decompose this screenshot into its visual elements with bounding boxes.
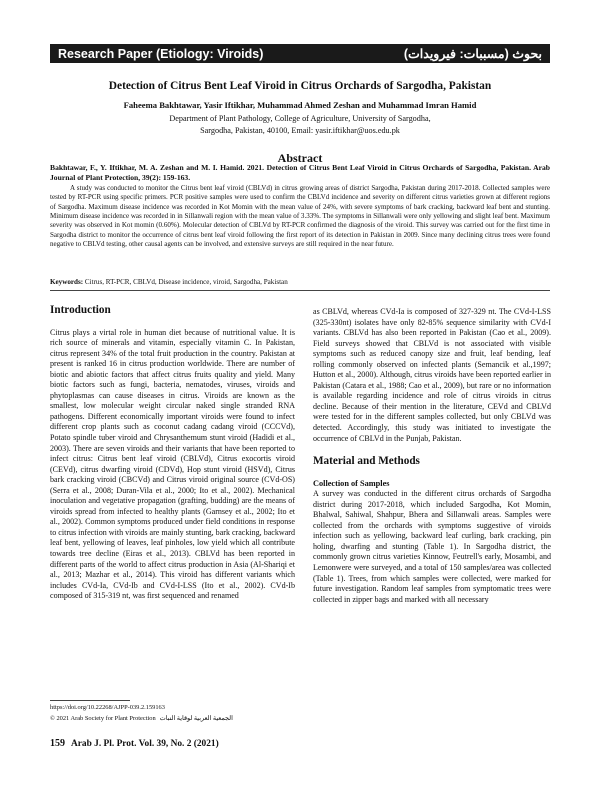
keywords-list: Citrus, RT-PCR, CBLVd, Disease incidence, viroid, Sargodha, Pakistan [84,278,288,286]
left-column [50,305,295,602]
doi-link[interactable]: https://doi.org/10.22268/AJPP-039.2.159163 [50,704,165,711]
abstract-divider [50,290,550,291]
copyright-text-arabic: الجمعية العربية لوقاية النبات [159,715,233,722]
methods-heading: Material and Methods [313,455,420,468]
introduction-heading: Introduction [50,304,111,316]
abstract-heading: Abstract [277,151,323,165]
page-footer [50,738,219,749]
section-banner [50,44,550,63]
keywords-label: Keywords: [50,278,84,286]
affiliation-line-1: Department of Plant Pathology, College of Agriculture, University of Sargodha, [169,114,431,123]
page-number: 159 [50,738,65,749]
copyright-notice [50,714,233,722]
affiliation-line-2: Sargodha, Pakistan, 40100, Email: yasir.iftikhar@uos.edu.pk [200,125,400,135]
affiliation [50,113,550,136]
journal-reference: Arab J. Pl. Prot. Vol. 39, No. 2 (2021) [71,739,219,749]
banner-section-label-arabic: بحوث (مسببات: فيرويدات) [403,47,542,61]
introduction-paragraph-1: Citrus plays a virtal role in human diet because of nutritional value. It is rich source of minerals and vitamin, especially vitamin C. In Pakistan, citrus represent 34% of the total fruit production in the country. Pakistan at present is ranked 16 in citrus production worldwide. There are number of biotic and abiotic factors that affect citrus fruits quality and yield. Many biotic factors such as fungi, bacteria, nematodes, viruses, viroids and phytoplasmas can cause diseases in citrus. Viroids are known as the smallest, low molecular weight circular naked single stranded RNA pathogens. Different economically important viroids were found to infect different crop plants such as coconut cadang cadang viroid (CCCVd), Potato spindle tuber viroid and Chrysanthemum stunt viroid (Hadidi et al., 2003). There are seven viroids and their variants that have been reported to infect citrus: Citrus bent leaf viroid (CBLVd), Citrus exocortis viroid (CEVd), citrus dwarfing viroid (CDVd), Hop stunt viroid (HSVd), Citrus bark cracking viroid (CBCVd) and Citrus viroid original source (CVd-OS) (Serra et al., 2008; Duran-Vila et al., 2000; Ito et al., 2002). Mechanical inoculation and vegetative propagation (grafting, budding) are the means of viroids spread from infected to healthy plants (Garnsey et al., 2002; Ito et al., 2002). Common symptoms produced under field conditions in response to citrus infection with viroids are mainly stunting, bark cracking, backward leaf bent, yellowing of leaves, leaf pinholes, low yield which all contribute towards tree decline (Eiras et al., 2013). CBLVd has been reported in different parts of the world to affect citrus production in Asia (Al-Shariqi et al., 2013; Mazhar et al., 2014). This viroid has different variants which includes CVd-Ia, CVd-Ib and CVd-I-LSS (Ito et al., 2002). CVd-Ib composed of 315-319 nt, was first sequenced and renamed [50,327,295,601]
abstract-citation: Bakhtawar, F., Y. Iftikhar, M. A. Zeshan and M. I. Hamid. 2021. Detection of Citrus Bent Leaf Viroid in Citrus Orchards of Sargodha, Pakistan. Arab Journal of Plant Protection, 39(2): 159-163. [50,163,550,182]
right-column [313,307,551,605]
introduction-paragraph-2: as CBLVd, whereas CVd-Ia is composed of 327-329 nt. The CVd-I-LSS (325-330nt) isolates have only 82-85% sequence similarity with CVd-I variants. CBLVd has also been reported in Pakistan (Cao et al., 2009). Field surveys showed that CBLVd is not associated with visible symptoms such as reduced canopy size and fruit, leaf bending, leaf rolling commonly observed on infected plants (Semancik et al.,1997; Hutton et al., 2000). Although, citrus viroids have been reported earlier in Pakistan (Catara et al., 1988; Cao et al., 2009), but rare or no information is available regarding incidence and role of citrus viroids in citrus decline. Because of their mention in the literature, CEVd and CBLVd were tested for in the different samples collected, but only CBLVd was detected. Accordingly, this study was initiated to investigate the occurrence of CBLVd in the Punjab, Pakistan. [313,307,551,443]
copyright-text: © 2021 Arab Society for Plant Protection [50,714,156,722]
methods-paragraph: A survey was conducted in the different citrus orchards of Sargodha district during 2017-2018, which included Sargodha, Kot Momin, Bhalwal, Sahiwal, Shahpur, Bhera and Sillanwali areas. Samples were collected from the orchards with symptoms suggestive of viroids infection such as yellowing, backward leaf curling, bark cracking, pin holing, dwarfing and stunting (Table 1). In Sargodha district, the commonly grown citrus varieties Kinnow, Feutrell's early, Mosambi, and Lemonwere were surveyed, and a total of 150 samples/area was collected (Table 1). Trees, from which samples were collected, were marked for future investigation. Random leaf samples from symptomatic trees were collected in zipper bags and marked with all necessary [313,489,551,604]
keywords [50,278,550,286]
author-list: Faheema Bakhtawar, Yasir Iftikhar, Muhammad Ahmed Zeshan and Muhammad Imran Hamid [123,100,477,110]
abstract-body: A study was conducted to monitor the Citrus bent leaf viroid (CBLVd) in citrus growing areas of district Sargodha, Pakistan during 2017-2018. Collected samples were tested by RT-PCR using specific primers. PCR positive samples were used to confirm the CBLVd incidence and severity on different citrus varieties grown at different regions of Sargodha. Maximum disease incidence was recorded in Kot Momin with the mean value of 24%, with severe symptoms of bark cracking, backward leaf bent and stunting. Minimum disease incidence was recorded in in Sillanwali region with the mean value of 3.33%. The symptoms in Sillanwali were only yellowing and slight leaf bent. Maximum severity was observed in Kot momin (0.60%). Molecular detection of CBLVd by RT-PCR confirmed the diagnosis of the viroid. This survey was carried out for the first time in Sargodha district to monitor the occurrence of citrus bent leaf viroid following the first report of its detection in Pakistan in 2009. Since many declining citrus trees were found negative to CBLVd testing, other causal agents can be involved, and extensive surveys are still required in the near future. [50,184,550,249]
banner-section-label: Research Paper (Etiology: Viroids) [58,46,264,61]
footnote-divider [50,700,130,701]
paper-title: Detection of Citrus Bent Leaf Viroid in Citrus Orchards of Sargodha, Pakistan [108,80,492,92]
collection-subheading: Collection of Samples [313,478,390,488]
